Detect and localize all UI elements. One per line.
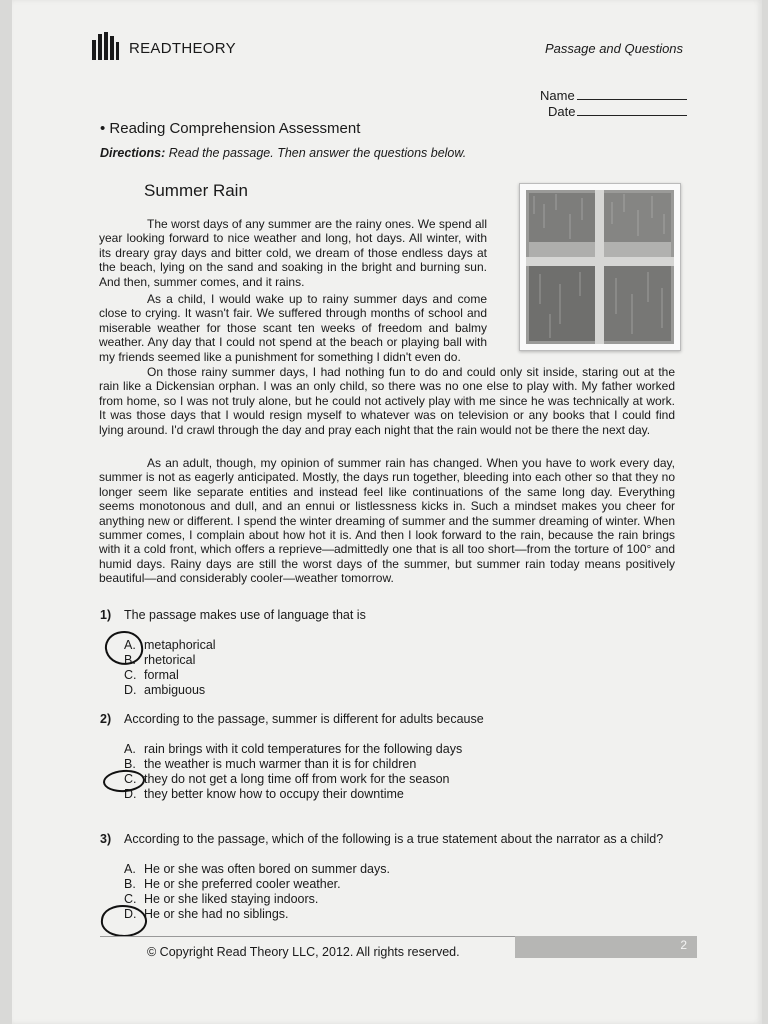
rainy-window-image — [519, 183, 681, 351]
q2-option-a[interactable]: A. rain brings with it cold temperatures for the following days — [124, 742, 463, 756]
q2-option-c[interactable]: C. they do not get a long time off from work for the season — [124, 772, 450, 786]
q1-option-d[interactable]: D. ambiguous — [124, 683, 206, 697]
passage-paragraph-1: The worst days of any summer are the rainy ones. We spend all year looking forward to nice weather and long, hot days. All winter, with its dreary gray days and bitter cold, we dream of those endless days at the beach, lying on the sand and soaking in the bright and burning sun. And then, summer comes, and it rains. — [99, 217, 487, 289]
q2-option-d[interactable]: D. they better know how to occupy their downtime — [124, 787, 404, 801]
page-number: 2 — [515, 936, 697, 958]
passage-paragraph-3: On those rainy summer days, I had nothing fun to do and could only sit inside, staring out at the rain like a Dickensian orphan. I was an only child, so there was no one else to play with. My father worked from home, so I was not truly alone, but he could not actively play with me since he was technically at work. It was those days that I would resign myself to whatever was on television or any books that I could find lying around. I'd crawl through the day and pray each night that the rain would not be there the next day. — [99, 365, 675, 437]
passage-paragraph-2: As a child, I would wake up to rainy summer days and come close to crying. It wasn't fair. We suffered through months of school and miserable weather for those scant ten weeks of freedom and balmy weather. Any day that I could not spend at the beach or playing ball with my friends seemed like a punishment for something I didn't even do. — [99, 292, 487, 364]
copyright-notice: © Copyright Read Theory LLC, 2012. All rights reserved. — [147, 945, 460, 959]
date-field: Date — [548, 103, 687, 119]
q1-option-c[interactable]: C. formal — [124, 668, 179, 682]
q3-option-d[interactable]: D. He or she had no siblings. — [124, 907, 289, 921]
q3-option-c[interactable]: C. He or she liked staying indoors. — [124, 892, 319, 906]
passage-paragraph-4: As an adult, though, my opinion of summer rain has changed. When you have to work every day, summer is not as eagerly anticipated. Mostly, the days run together, bleeding into each other so that they no longer seem like separate entities and instead feel like continuations of the same long day. Everything seems monotonous and dull, and an ennui or listlessness kicks in. Such a mindset makes you cheer for anything new or different. I spend the winter dreaming of summer and the summer dreaming of winter. When summer comes, I complain about how hot it is. And then I look forward to the rain, because the rain brings with it a cold front, which offers a reprieve—admittedly one that is all too short—from the torture of 100° and humid days. Rainy days are still the worst days of the summer, but summer rain today means positively beautiful—and considerably cooler—weather tomorrow. — [99, 456, 675, 586]
readtheory-logo-icon — [92, 32, 119, 60]
q1-option-a[interactable]: A. metaphorical — [124, 638, 216, 652]
q1-option-b[interactable]: B. rhetorical — [124, 653, 196, 667]
passage-title: Summer Rain — [144, 181, 248, 200]
q2-option-b[interactable]: B. the weather is much warmer than it is for children — [124, 757, 417, 771]
assessment-heading: • Reading Comprehension Assessment — [100, 120, 361, 137]
question-1: 1) The passage makes use of language that is — [100, 608, 366, 622]
q3-option-a[interactable]: A. He or she was often bored on summer days. — [124, 862, 390, 876]
directions: Directions: Read the passage. Then answer the questions below. — [100, 146, 467, 160]
section-label: Passage and Questions — [545, 41, 684, 56]
worksheet-page — [12, 0, 762, 1024]
question-3: 3) According to the passage, which of the following is a true statement about the narrator as a child? — [100, 832, 664, 846]
q3-option-b[interactable]: B. He or she preferred cooler weather. — [124, 877, 341, 891]
name-field: Name — [540, 87, 687, 103]
brand-name: READTHEORY — [129, 40, 236, 57]
question-2: 2) According to the passage, summer is different for adults because — [100, 712, 484, 726]
